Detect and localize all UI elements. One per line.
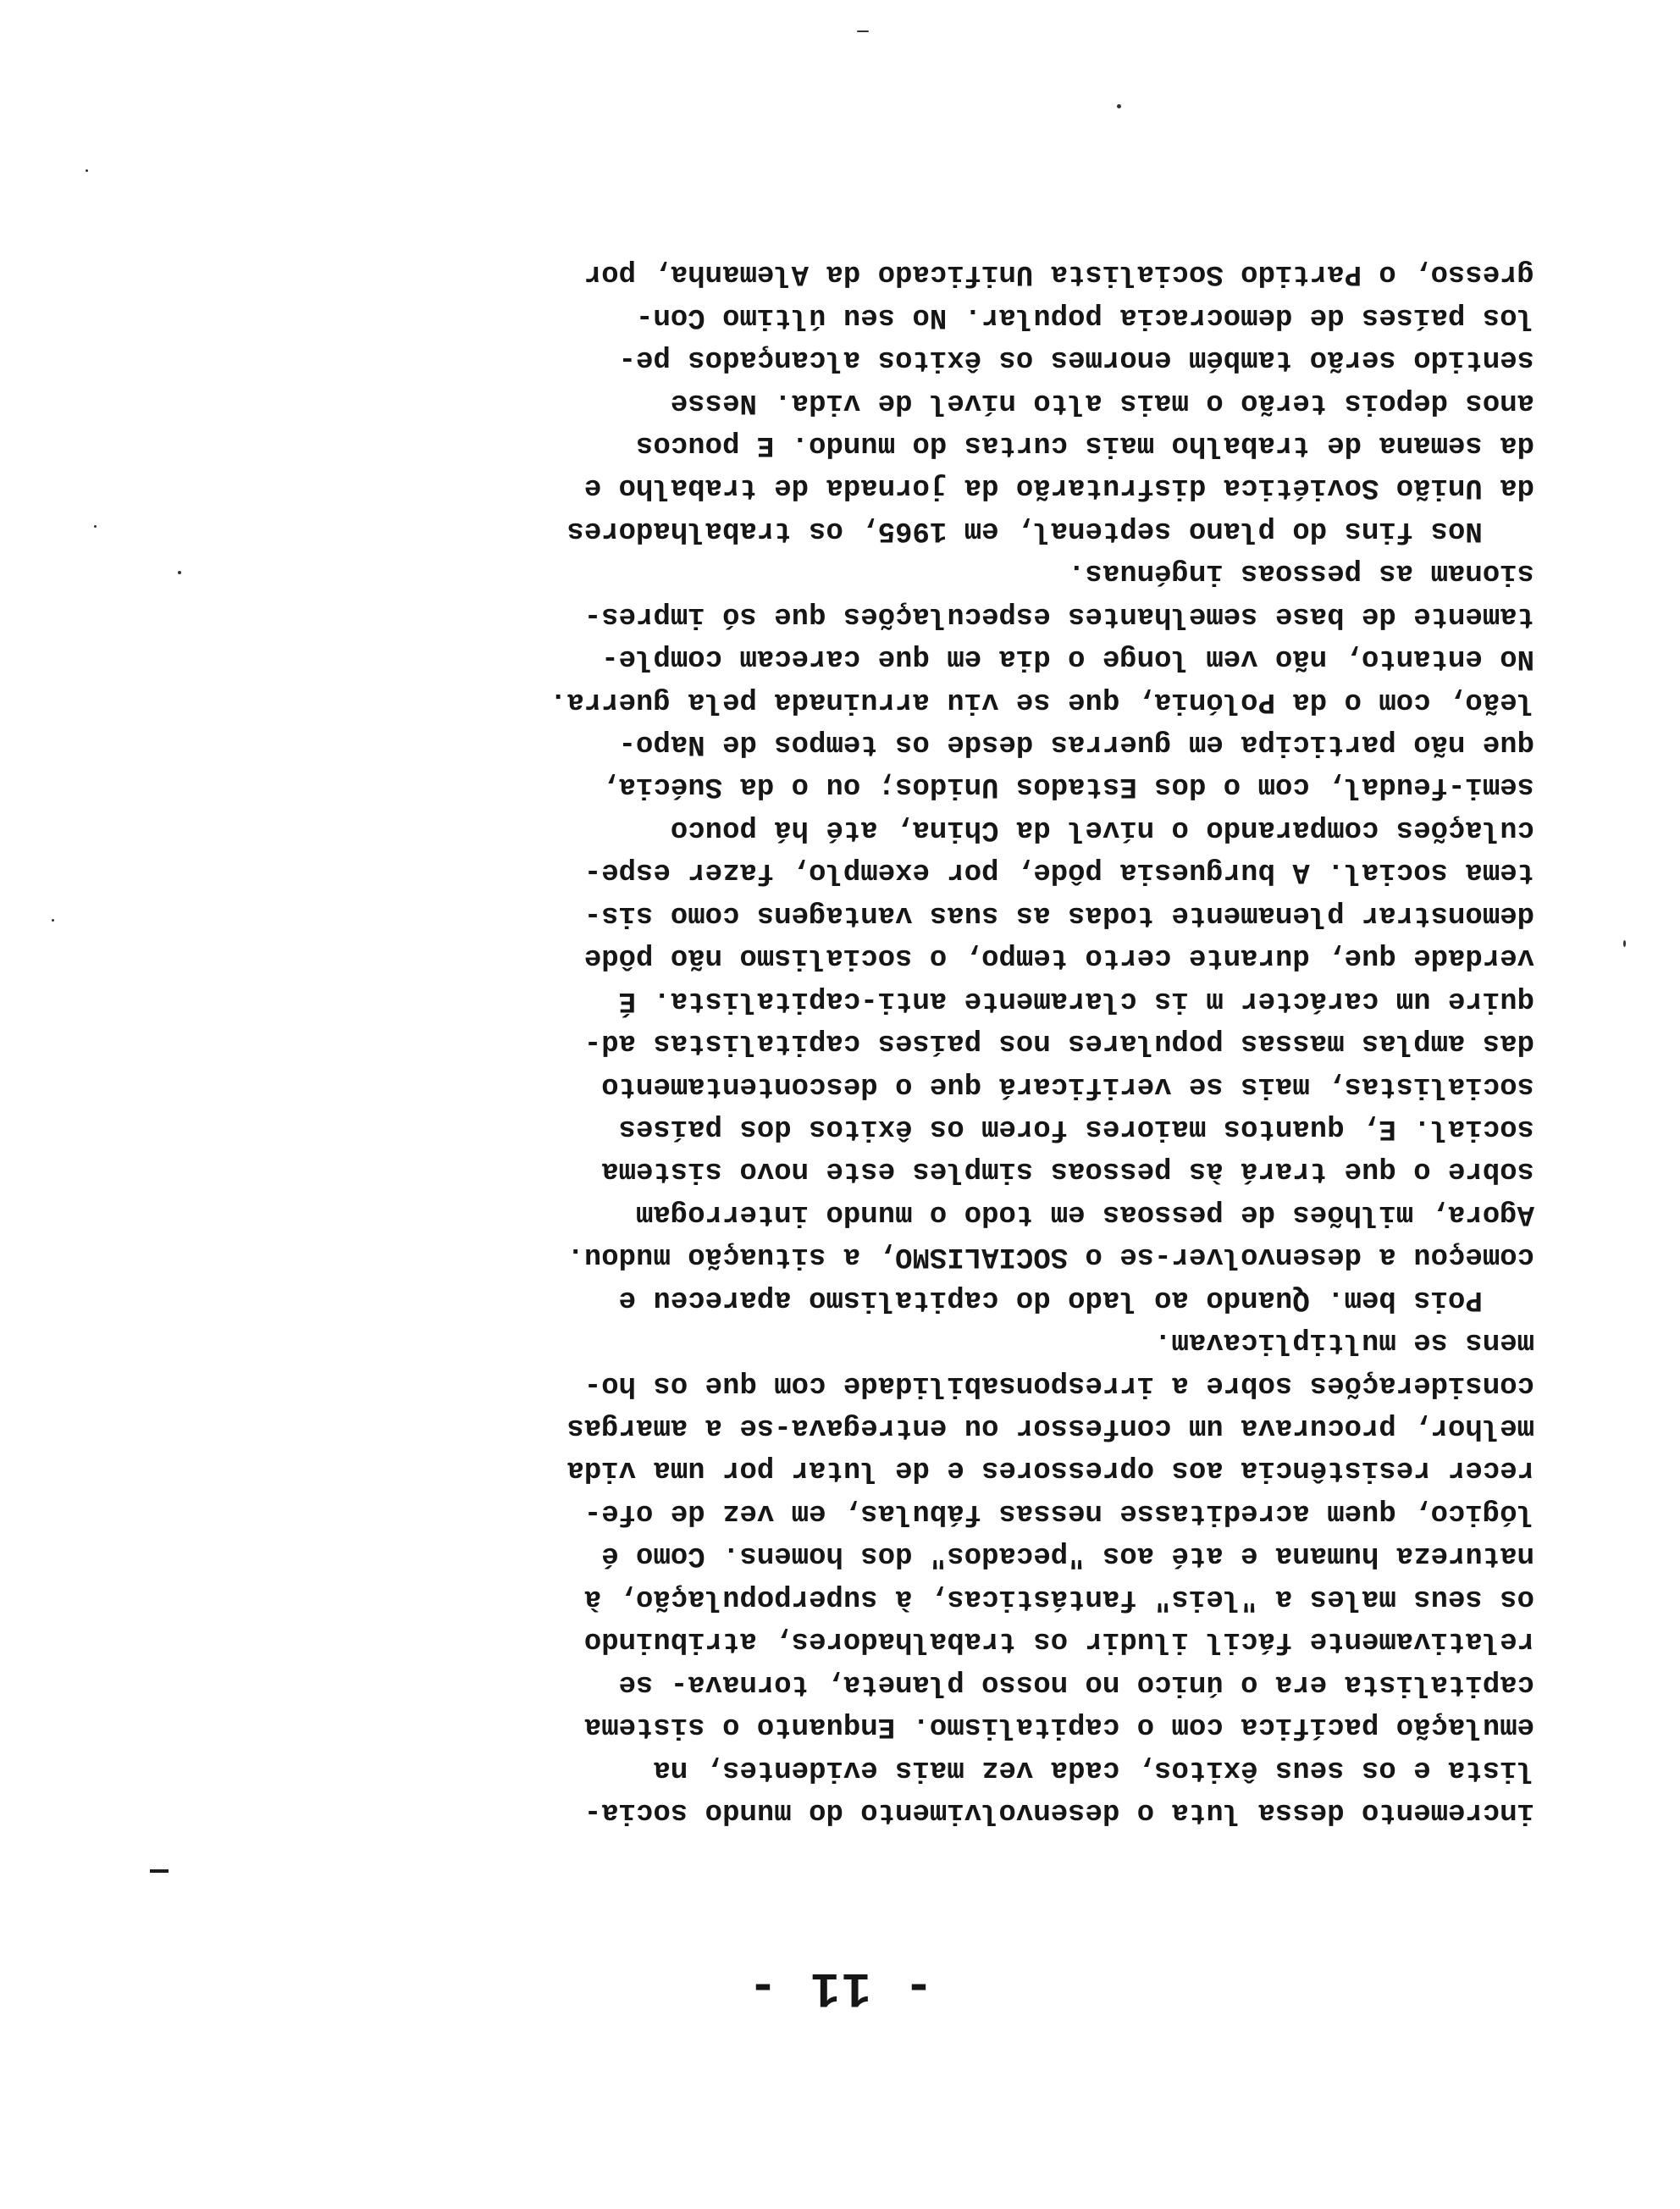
- ink-speck: [857, 30, 869, 32]
- text-line: da semana de trabalho mais curtas do mundo. E poucos: [636, 429, 1534, 461]
- text-line: natureza humana e até aos "pecados" dos homens. Como é: [601, 1539, 1534, 1572]
- text-line: socialistas, mais se verificará que o descontentamento: [601, 1069, 1534, 1102]
- text-line: lista e os seus êxitos, cada vez mais evidentes, na: [653, 1752, 1534, 1785]
- text-line: da União Soviética disfrutarão da jornada de trabalho e: [583, 471, 1534, 504]
- text-line: lógico, quem acreditasse nessas fábulas, em vez de ofe-: [583, 1496, 1534, 1529]
- ink-speck: [1117, 104, 1121, 108]
- text-line: anos depois terão o mais alto nível de vida. Nesse: [670, 385, 1534, 418]
- text-line: Agora, milhões de pessoas em todo o mundo interrogam: [636, 1197, 1534, 1230]
- ink-speck: [94, 525, 97, 528]
- text-line: tema social. A burguesia pôde, por exemplo, fazer espe-: [583, 855, 1534, 889]
- text-line: tamente de base semelhantes especulações que só impres-: [583, 599, 1534, 632]
- text-line: Nos fins do plano septenal, em 1965, os trabalhadores: [566, 513, 1534, 546]
- page-number: - 11 -: [746, 1959, 934, 2014]
- ink-speck: [52, 919, 54, 922]
- text-line: demonstrar plenamente todas as suas vantagens como sis-: [583, 898, 1534, 931]
- text-line: que não participa em guerras desde os tempos de Napo-: [618, 728, 1534, 761]
- text-line: gresso, o Partido Socialista Unificado da Alemanha, por: [583, 257, 1534, 291]
- text-line: considerações sobre a irresponsabilidade com que os ho-: [583, 1368, 1534, 1401]
- text-line: social. E, quantos maiores forem os êxitos dos países: [618, 1112, 1534, 1144]
- text-line: os seus males a "leis" fantásticas, à superpopulação, à: [583, 1581, 1534, 1614]
- body-text: [95, 252, 1534, 1833]
- text-line: semi-feudal, com o dos Estados Unidos; ou o da Suécia,: [601, 770, 1534, 803]
- text-line: começou a desenvolver-se o SOCIALISMO, a situação mudou.: [566, 1240, 1534, 1273]
- text-line: capitalista era o único no nosso planeta, tornava- se: [618, 1667, 1534, 1700]
- text-line: quire um carácter m is claramente anti-capitalista. É: [618, 983, 1534, 1016]
- text-line: verdade que, durante certo tempo, o socialismo não pôde: [583, 941, 1534, 974]
- text-line: culações comparando o nível da China, até há pouco: [670, 812, 1534, 845]
- text-line: los países de democracia popular. No seu último Con-: [636, 300, 1534, 333]
- text-line: recer resistência aos opressores e de lutar por uma vida: [566, 1453, 1534, 1487]
- text-line: emulação pacífica com o capitalismo. Enquanto o sistema: [583, 1710, 1534, 1743]
- ink-speck: [86, 169, 88, 172]
- text-line: mens se multiplicavam.: [1154, 1326, 1534, 1359]
- text-line: No entanto, não vem longe o dia em que carecam comple-: [601, 642, 1534, 675]
- text-line: incremento dessa luta o desenvolvimento do mundo socia-: [583, 1796, 1534, 1828]
- ink-speck: [1623, 940, 1626, 947]
- text-line: das amplas massas populares nos países capitalistas ad-: [583, 1027, 1534, 1060]
- text-line: melhor, procurava um confessor ou entregava-se a amargas: [566, 1411, 1534, 1444]
- text-line: Pois bem. Quando ao lado do capitalismo apareceu e: [618, 1282, 1534, 1315]
- margin-dash-mark: [150, 1869, 169, 1873]
- ink-speck: [178, 571, 181, 574]
- text-line: relativamente fácil iludir os trabalhadores, atribuindo: [583, 1625, 1534, 1658]
- text-line: sentido serão também enormes os êxitos alcançados pe-: [618, 343, 1534, 376]
- text-line: sobre o que trará às pessoas simples este novo sistema: [601, 1154, 1534, 1188]
- text-line: leão, com o da Polónia, que se viu arruinada pela guerra.: [550, 684, 1534, 717]
- text-line: sionam as pessoas ingénuas.: [1068, 556, 1534, 590]
